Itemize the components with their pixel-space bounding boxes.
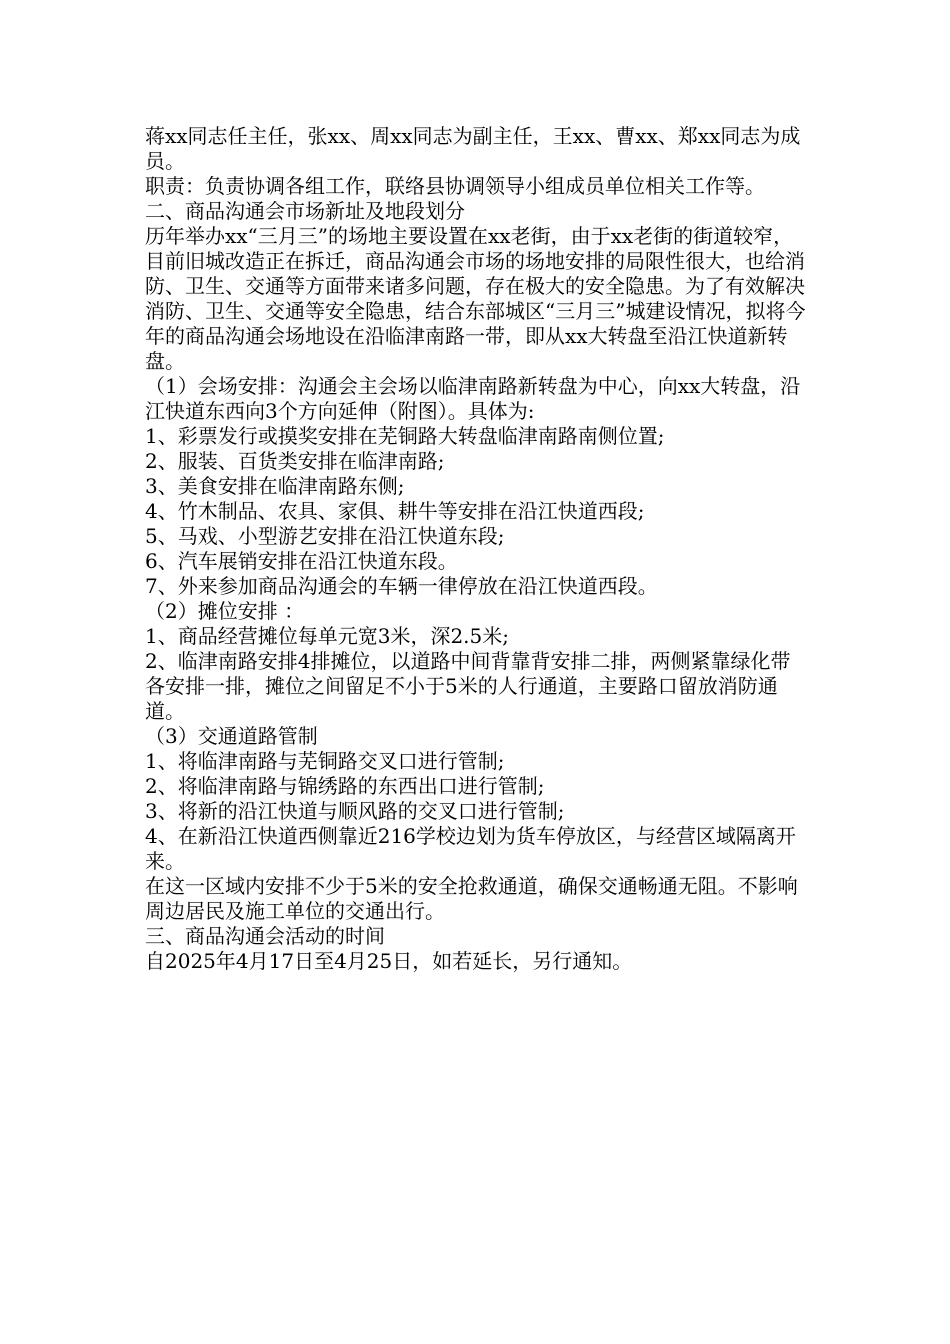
list-item: 2、将临津南路与锦绣路的东西出口进行管制; (145, 774, 545, 798)
section-heading-2: 二、商品沟通会市场新址及地段划分 (145, 199, 465, 223)
list-item: 3、将新的沿江快道与顺风路的交叉口进行管制; (145, 799, 565, 823)
paragraph-duties: 职责：负责协调各组工作，联络县协调领导小组成员单位相关工作等。 (145, 174, 765, 198)
list-item: 2、服装、百货类安排在临津南路; (145, 449, 445, 473)
list-item: 1、彩票发行或摸奖安排在芜铜路大转盘临津南路南侧位置; (145, 424, 665, 448)
list-item: 2、临津南路安排4排摊位，以道路中间背靠背安排二排，两侧紧靠绿化带各安排一排，摊位之间留足不小于5米的人行通道，主要路口留放消防通道。 (145, 649, 791, 723)
section-heading-3: 三、商品沟通会活动的时间 (145, 924, 385, 948)
paragraph-event-dates: 自2025年4月17日至4月25日，如若延长，另行通知。 (145, 949, 633, 973)
list-item: 5、马戏、小型游艺安排在沿江快道东段; (145, 524, 505, 548)
list-item: 4、竹木制品、农具、家俱、耕牛等安排在沿江快道西段; (145, 499, 645, 523)
list-item: 1、商品经营摊位每单元宽3米，深2.5米; (145, 624, 509, 648)
list-item: 3、美食安排在临津南路东侧; (145, 474, 405, 498)
subheading-venue-arrangement: （1）会场安排：沟通会主会场以临津南路新转盘为中心，向xx大转盘，沿江快道东西向3个方向延伸（附图）。具体为: (145, 374, 801, 423)
list-item: 4、在新沿江快道西侧靠近216学校边划为货车停放区，与经营区域隔离开来。 (145, 824, 796, 873)
document-body (145, 124, 810, 974)
subheading-traffic-control: （3）交通道路管制 (145, 724, 318, 748)
paragraph-venue-background: 历年举办xx“三月三”的场地主要设置在xx老街，由于xx老街的街道较窄，目前旧城改造正在拆迁，商品沟通会市场的场地安排的局限性很大，也给消防、卫生、交通等方面带来诸多问题，存在极大的安全隐患。为了有效解决消防、卫生、交通等安全隐患，结合东部城区“三月三”城建设情况，拟将今年的商品沟通会场地设在沿临津南路一带，即从xx大转盘至沿江快道新转盘。 (145, 224, 806, 373)
paragraph-committee-members: 蒋xx同志任主任，张xx、周xx同志为副主任，王xx、曹xx、郑xx同志为成员。 (145, 124, 801, 173)
list-item: 1、将临津南路与芜铜路交叉口进行管制; (145, 749, 505, 773)
subheading-stall-arrangement: （2）摊位安排 ： (145, 599, 305, 623)
list-item: 7、外来参加商品沟通会的车辆一律停放在沿江快道西段。 (145, 574, 658, 598)
paragraph-safety-passage: 在这一区域内安排不少于5米的安全抢救通道，确保交通畅通无阻。不影响周边居民及施工单位的交通出行。 (145, 874, 798, 923)
list-item: 6、汽车展销安排在沿江快道东段。 (145, 549, 458, 573)
